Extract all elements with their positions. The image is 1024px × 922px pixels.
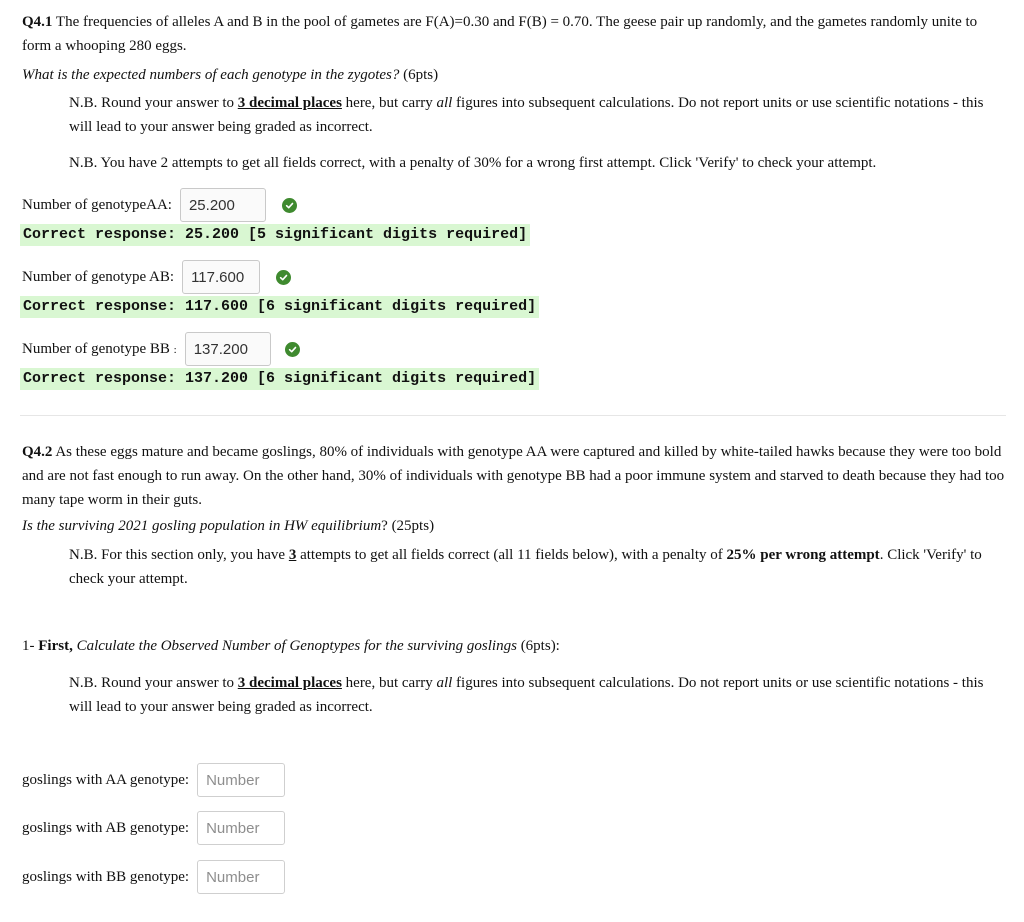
genotype-ab-input[interactable]: 117.600 [182,260,260,294]
field-row-aa [22,187,297,223]
gosling-aa-input[interactable]: Number [197,763,285,797]
field-label-aa: Number of genotypeAA: [22,196,172,213]
gosling-label-ab: goslings with AB genotype: [22,819,190,836]
q42-number: Q4.2 [22,444,53,460]
q41-prompt [22,10,1007,58]
field-label-bb-text: Number of genotype BB [22,340,170,357]
field-row-ab [22,259,291,295]
q41-text: The frequencies of alleles A and B in the pool of gametes are F(A)=0.30 and F(B) = 0.70. The geese pair up randomly, and the gametes randomly unite to form a whooping 280 eggs. [22,14,978,54]
note-emphasis: 25% per wrong attempt [726,547,880,563]
gosling-row-ab [22,810,285,846]
field-label-bb-colon: : [173,343,177,356]
gosling-ab-input[interactable]: Number [197,811,285,845]
note-emphasis: 3 decimal places [237,675,342,691]
note-emphasis: all [436,95,453,111]
q41-number: Q4.1 [22,14,53,30]
field-label-bb [22,341,177,358]
correct-response-aa: Correct response: 25.200 [5 significant digits required] [20,224,530,246]
note-text: . Click 'Verify' to check your attempt. [69,547,982,587]
field-row-bb [22,331,300,367]
correct-response-ab: Correct response: 117.600 [6 significant digits required] [20,296,539,318]
note-text: attempts to get all fields correct (all 11 fields below), with a penalty of [296,547,727,563]
note-text: here, but carry [341,675,437,691]
check-circle-icon [276,270,291,285]
q42-prompt [22,440,1007,512]
step-pts: (6pts): [516,638,560,654]
q42-step-1 [22,634,1007,658]
q42-question [22,514,1007,538]
section-divider [20,415,1006,416]
note-text: N.B. Round your answer to [69,675,238,691]
genotype-aa-input[interactable]: 25.200 [180,188,266,222]
genotype-bb-input[interactable]: 137.200 [185,332,271,366]
note-text: figures into subsequent calculations. Do not report units or use scientific notations - this will lead to your answer being graded as incorrect. [69,675,984,715]
note-text: figures into subsequent calculations. Do not report units or use scientific notations - this will lead to your answer being graded as incorrect. [69,95,984,135]
gosling-row-bb [22,859,285,895]
step-text: Calculate the Observed Number of Genoptypes for the surviving goslings [72,638,517,654]
q42-text: As these eggs mature and became goslings, 80% of individuals with genotype AA were captured and killed by white-tailed hawks because they were too bold and are not fast enough to run away. On the other hand, 30% of individuals with genotype BB had a poor immune system and starved to death because they had too many tape worm in their guts. [22,444,1005,508]
check-circle-icon [282,198,297,213]
gosling-bb-input[interactable]: Number [197,860,285,894]
correct-response-bb: Correct response: 137.200 [6 significant digits required] [20,368,539,390]
note-emphasis: 3 [288,547,297,563]
note-text: here, but carry [341,95,437,111]
q41-rounding-note [69,91,1004,139]
check-circle-icon [285,342,300,357]
q42-rounding-note [69,671,1004,719]
gosling-label-bb: goslings with BB genotype: [22,868,190,885]
q41-attempts-note: N.B. You have 2 attempts to get all fields correct, with a penalty of 30% for a wrong first attempt. Click 'Verify' to check your attempt. [69,155,877,171]
note-text: N.B. Round your answer to [69,95,238,111]
q42-question-pts: ? (25pts) [381,518,435,534]
note-emphasis: 3 decimal places [237,95,342,111]
gosling-row-aa [22,762,285,798]
step-emphasis: First, [38,638,73,654]
field-label-ab: Number of genotype AB: [22,268,175,285]
step-number: 1- [22,638,39,654]
q41-question-text: What is the expected numbers of each genotype in the zygotes? [22,67,400,83]
gosling-label-aa: goslings with AA genotype: [22,771,190,788]
q42-attempts-note [69,543,1004,591]
note-text: N.B. For this section only, you have [69,547,289,563]
q42-question-text: Is the surviving 2021 gosling population in HW equilibrium [22,518,382,534]
note-emphasis: all [436,675,453,691]
q41-question-pts: (6pts) [399,67,439,83]
q41-question [22,63,1007,87]
